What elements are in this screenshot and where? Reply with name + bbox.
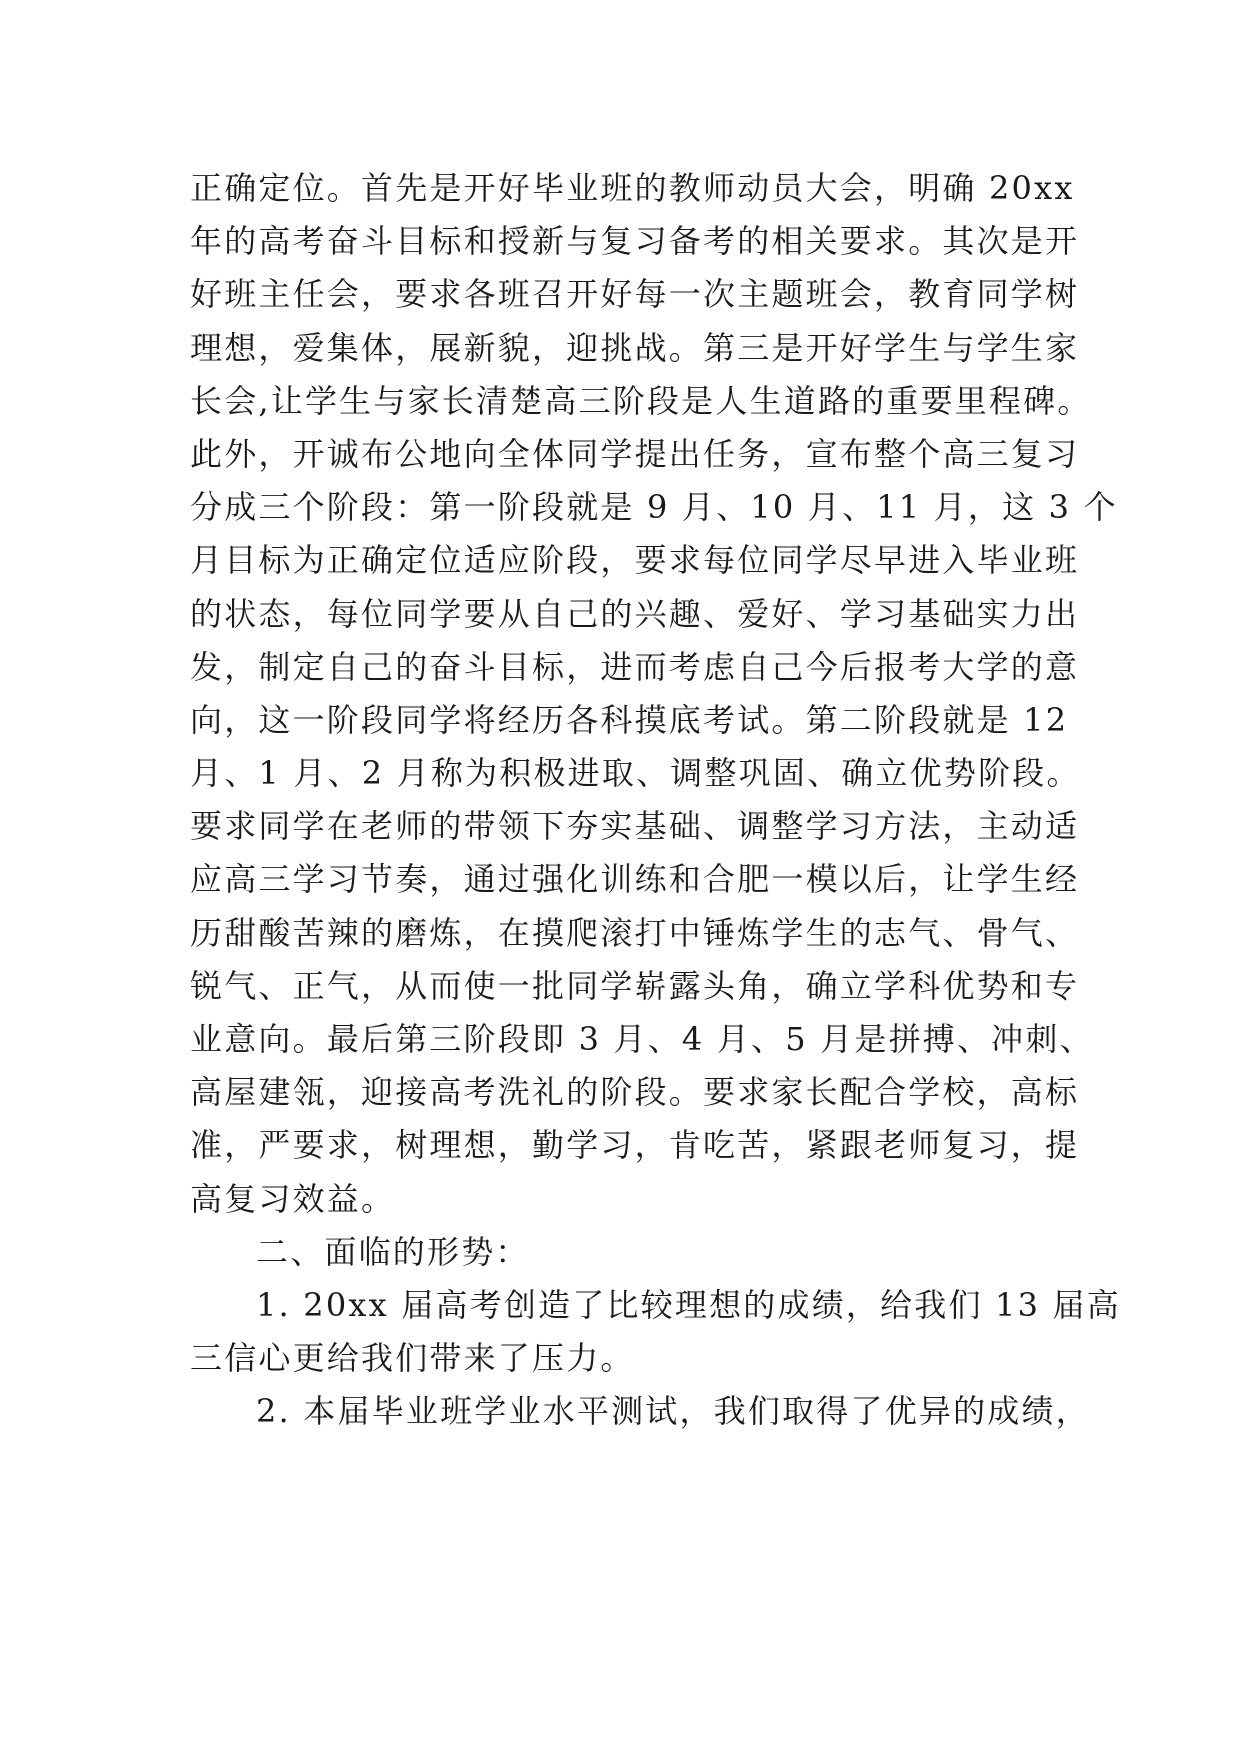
text-line: 向，这一阶段同学将经历各科摸底考试。第二阶段就是 12 <box>190 700 1069 739</box>
text-line: 历甜酸苦辣的磨炼，在摸爬滚打中锤炼学生的志气、骨气、 <box>190 913 1080 952</box>
text-line: 高屋建瓴，迎接高考洗礼的阶段。要求家长配合学校，高标 <box>190 1073 1080 1112</box>
text-line: 应高三学习节奏，通过强化训练和合肥一模以后，让学生经 <box>190 860 1080 899</box>
list-item: 2. 本届毕业班学业水平测试，我们取得了优异的成绩， <box>256 1392 1090 1431</box>
text-line: 锐气、正气，从而使一批同学崭露头角，确立学科优势和专 <box>190 966 1080 1005</box>
text-line: 月目标为正确定位适应阶段，要求每位同学尽早进入毕业班 <box>190 541 1080 580</box>
text-line: 业意向。最后第三阶段即 3 月、4 月、5 月是拼搏、冲刺、 <box>190 1020 1094 1058</box>
text-line: 高复习效益。 <box>190 1179 396 1218</box>
text-line: 年的高考奋斗目标和授新与复习备考的相关要求。其次是开 <box>190 222 1080 261</box>
text-line: 发，制定自己的奋斗目标，进而考虑自己今后报考大学的意 <box>190 647 1080 686</box>
text-line: 此外，开诚布公地向全体同学提出任务，宣布整个高三复习 <box>190 434 1080 473</box>
text-line: 三信心更给我们带来了压力。 <box>190 1339 635 1378</box>
section-heading: 二、面临的形势： <box>256 1232 530 1271</box>
text-line: 分成三个阶段：第一阶段就是 9 月、10 月、11 月，这 3 个 <box>190 488 1118 527</box>
text-line: 的状态，每位同学要从自己的兴趣、爱好、学习基础实力出 <box>190 594 1080 633</box>
text-line: 理想，爱集体，展新貌，迎挑战。第三是开好学生与学生家 <box>190 328 1080 367</box>
text-line: 好班主任会，要求各班召开好每一次主题班会，教育同学树 <box>190 275 1080 314</box>
text-line: 要求同学在老师的带领下夯实基础、调整学习方法，主动适 <box>190 807 1080 846</box>
text-line: 月、1 月、2 月称为积极进取、调整巩固、确立优势阶段。 <box>190 754 1081 793</box>
text-line: 正确定位。首先是开好毕业班的教师动员大会，明确 20xx <box>190 169 1075 207</box>
list-item: 1. 20xx 届高考创造了比较理想的成绩，给我们 13 届高 <box>256 1285 1121 1324</box>
body-text <box>190 162 1121 1439</box>
text-line: 长会,让学生与家长清楚高三阶段是人生道路的重要里程碑。 <box>190 381 1092 420</box>
text-line: 准，严要求，树理想，勤学习，肯吃苦，紧跟老师复习，提 <box>190 1126 1080 1165</box>
